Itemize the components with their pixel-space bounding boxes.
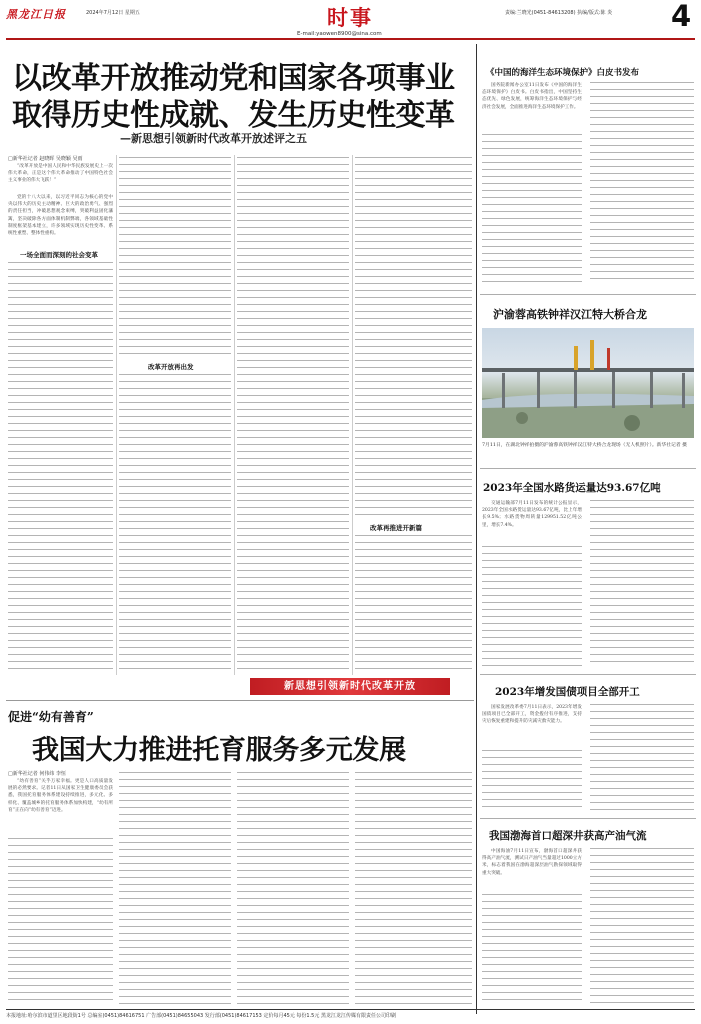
bottom-lead bbox=[8, 778, 113, 836]
lead-column-4-body bbox=[355, 157, 472, 517]
bottom-section-rule bbox=[6, 700, 474, 701]
article4-body-col2 bbox=[590, 704, 694, 810]
lead-column-3-body bbox=[237, 157, 349, 674]
section-head-1: 一场全面而深刻的社会变革 bbox=[20, 251, 98, 259]
lead-column-4-body-lower bbox=[355, 535, 472, 674]
article3-body-col1 bbox=[482, 546, 582, 666]
article4-paragraph: 国家发展改革委7月11日表示，2023年增发国债项目已全部开工，资金拨付有序推进，支持灾后恢复重建和提升防灾减灾救灾能力。 bbox=[482, 705, 582, 725]
page-number: 4 bbox=[671, 0, 692, 33]
footer-info: 本报地址:哈尔滨市道里区地段街1号 总编室(0451)84616751 广告部(0451)84655043 发行部(0451)84617153 定价每月45元 每份1.5元 黑龙江龙江传媒有限责任公司印刷 bbox=[6, 1013, 396, 1019]
editor-line: 责编:兰晓光(0451-84613208) 执编/版式:陈 炎 bbox=[505, 10, 613, 16]
article1-lead bbox=[482, 82, 582, 132]
bottom-column-1-body bbox=[8, 838, 113, 1004]
footer-rule bbox=[6, 1009, 695, 1010]
section-email: E-mail:yaowen8900@sina.com bbox=[297, 31, 382, 37]
bridge-photo bbox=[482, 328, 694, 438]
bottom-column-4-body bbox=[355, 772, 472, 1004]
article3-body-col2 bbox=[590, 500, 694, 666]
lead-column-divider-3 bbox=[352, 155, 353, 675]
lead-column-1b-text bbox=[8, 194, 113, 244]
lead-column-1-text bbox=[8, 163, 113, 193]
section-title: 时事 bbox=[327, 5, 373, 30]
article4-body-col1 bbox=[482, 750, 582, 810]
article5-body-col2 bbox=[590, 848, 694, 1006]
lead-column-divider-2 bbox=[234, 155, 235, 675]
article1-paragraph: 国务院新闻办公室11日发布《中国的海洋生态环境保护》白皮书。白皮书指出，中国坚持生态优先、绿色发展，统筹海洋生态环境保护与经济社会发展，全面推进海洋生态环境保护工作。 bbox=[482, 83, 582, 110]
lead-byline: □新华社记者 赵晓晖 吴晓颖 吴雨 bbox=[8, 156, 83, 162]
bottom-column-2-body bbox=[119, 772, 231, 1004]
article2-rule bbox=[480, 468, 696, 469]
masthead-rule bbox=[6, 38, 695, 40]
section-head-3: 改革再推进开新篇 bbox=[370, 524, 422, 532]
lead-column-2-body bbox=[119, 157, 231, 357]
article1-rule bbox=[480, 294, 696, 295]
article3-title: 2023年全国水路货运量达93.67亿吨 bbox=[483, 482, 661, 494]
lead-column-divider-1 bbox=[116, 155, 117, 675]
article5-lead bbox=[482, 848, 582, 892]
issue-date: 2024年7月12日 星期五 bbox=[86, 10, 140, 16]
article1-body-col1 bbox=[482, 134, 582, 282]
lead-paragraph-2: 党的十八大以来，以习近平同志为核心的党中央以伟大的历史主动精神、巨大的政治勇气、强烈的责任担当，冲破思想观念束缚，突破利益固化藩篱，坚决破除各方面体制机制弊端，各领域基础性制度框架基本建立，许多领域实现历史性变革、系统性重塑、整体性重构。 bbox=[8, 195, 113, 237]
article3-lead bbox=[482, 500, 582, 544]
bottom-kicker: 促进“幼有善育” bbox=[8, 710, 94, 724]
article3-rule bbox=[480, 674, 696, 675]
lead-column-2-body-lower bbox=[119, 374, 231, 674]
article5-title: 我国渤海首口超深井获高产油气流 bbox=[489, 830, 647, 842]
article5-body-col1 bbox=[482, 894, 582, 1006]
bottom-headline: 我国大力推进托育服务多元发展 bbox=[32, 735, 406, 766]
article2-title: 沪渝蓉高铁钟祥汉江特大桥合龙 bbox=[493, 308, 647, 321]
article4-title: 2023年增发国债项目全部开工 bbox=[495, 686, 640, 698]
lead-subtitle: —新思想引领新时代改革开放述评之五 bbox=[120, 132, 307, 145]
lead-headline-line2: 取得历史性成就、发生历史性变革 bbox=[12, 98, 455, 133]
bottom-byline: □新华社记者 何伟纬 李恒 bbox=[8, 771, 66, 777]
article1-title: 《中国的海洋生态环境保护》白皮书发布 bbox=[486, 68, 640, 78]
article4-rule bbox=[480, 818, 696, 819]
bridge-illustration bbox=[482, 328, 694, 438]
article5-paragraph: 中国海油7月11日宣布，渤海首口超深井获得高产油气流，测试日产油气当量超过1000立方米，标志着我国在渤海超深层油气勘探领域取得重大突破。 bbox=[482, 849, 582, 876]
main-right-divider bbox=[476, 44, 477, 1014]
article4-lead bbox=[482, 704, 582, 748]
lead-column-1-body bbox=[8, 262, 113, 672]
bottom-column-3-body bbox=[237, 772, 349, 1004]
lead-paragraph-1: “改革开放是中国人民和中华民族发展史上一次伟大革命，正是这个伟大革命推动了中国特色社会主义事业的伟大飞跃！” bbox=[8, 164, 113, 184]
article3-paragraph: 交通运输部7月11日发布的统计公报显示，2023年全国水路货运量达93.67亿吨，比上年增长9.5%；水路货物周转量129951.52亿吨公里，增长7.4%。 bbox=[482, 501, 582, 528]
newspaper-logo: 黑龙江日报 bbox=[6, 8, 66, 21]
lead-headline-line1: 以改革开放推动党和国家各项事业 bbox=[12, 61, 455, 96]
article1-body-col2 bbox=[590, 82, 694, 282]
bottom-paragraph: “幼有善育”关乎万家幸福。更是人口高质量发展的必然要求。记者11日从国家卫生健康委员会获悉，我国托育服务体系建设持续推进，多元化、多样化、覆盖城乡的托育服务体系加快构建，“幼有所育”正在向“幼有善育”迈进。 bbox=[8, 779, 113, 813]
section-head-2: 改革开放再出发 bbox=[148, 363, 194, 371]
photo-caption: 7月11日，在湖北钟祥拍摄的沪渝蓉高铁钟祥汉江特大桥合龙现场（无人机照片）。新华社记者 摄 bbox=[482, 443, 687, 448]
series-banner: 新思想引领新时代改革开放 bbox=[250, 678, 450, 695]
